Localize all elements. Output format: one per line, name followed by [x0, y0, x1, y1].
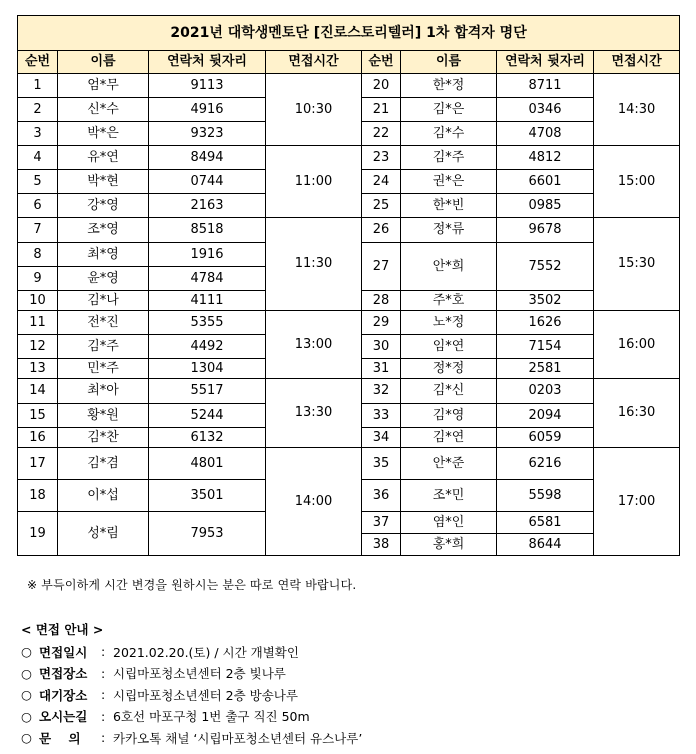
cell-name: 한*정	[401, 74, 497, 98]
page-title: 2021년 대학생멘토단 [진로스토리텔러] 1차 합격자 명단	[18, 16, 680, 51]
interview-time-cell: 13:30	[266, 379, 362, 448]
cell-name: 김*은	[401, 98, 497, 122]
cell-name: 이*섭	[58, 480, 149, 512]
guide-item-value: 시립마포청소년센터 2층 방송나루	[113, 687, 298, 703]
cell-name: 김*주	[401, 146, 497, 170]
cell-no: 6	[18, 194, 58, 218]
cell-phone: 1916	[149, 243, 266, 267]
cell-no: 36	[362, 480, 401, 512]
guide-item	[21, 727, 362, 749]
cell-name: 권*은	[401, 170, 497, 194]
cell-name: 안*준	[401, 448, 497, 480]
guide-item-label: 면접일시	[39, 644, 88, 660]
circle-bullet-icon: ○	[21, 665, 32, 681]
cell-no: 19	[18, 512, 58, 556]
cell-phone: 4708	[497, 122, 594, 146]
interview-time-cell: 15:30	[594, 218, 680, 311]
cell-name: 김*찬	[58, 428, 149, 448]
table-row	[18, 146, 680, 170]
interview-time-cell: 14:00	[266, 448, 362, 556]
roster-sheet	[17, 15, 679, 556]
cell-no: 9	[18, 267, 58, 291]
cell-name: 박*현	[58, 170, 149, 194]
cell-no: 10	[18, 291, 58, 311]
cell-no: 1	[18, 74, 58, 98]
interview-guide	[21, 620, 362, 749]
cell-phone: 6059	[497, 428, 594, 448]
label-separator: :	[101, 730, 106, 746]
cell-phone: 1304	[149, 359, 266, 379]
cell-no: 25	[362, 194, 401, 218]
cell-no: 23	[362, 146, 401, 170]
col-header-phone: 연락처 뒷자리	[149, 51, 266, 74]
cell-name: 홍*희	[401, 534, 497, 556]
cell-phone: 4916	[149, 98, 266, 122]
cell-no: 29	[362, 311, 401, 335]
cell-no: 4	[18, 146, 58, 170]
cell-phone: 2094	[497, 404, 594, 428]
cell-name: 황*원	[58, 404, 149, 428]
cell-phone: 5355	[149, 311, 266, 335]
cell-name: 김*수	[401, 122, 497, 146]
cell-name: 김*겸	[58, 448, 149, 480]
cell-phone: 4111	[149, 291, 266, 311]
cell-name: 신*수	[58, 98, 149, 122]
cell-phone: 7154	[497, 335, 594, 359]
col-header-no: 순번	[362, 51, 401, 74]
cell-name: 윤*영	[58, 267, 149, 291]
cell-no: 20	[362, 74, 401, 98]
cell-phone: 4801	[149, 448, 266, 480]
table-row	[18, 218, 680, 243]
guide-item	[21, 663, 362, 685]
cell-phone: 4492	[149, 335, 266, 359]
cell-name: 강*영	[58, 194, 149, 218]
cell-phone: 5598	[497, 480, 594, 512]
cell-no: 27	[362, 243, 401, 291]
cell-phone: 5244	[149, 404, 266, 428]
interview-time-cell: 13:00	[266, 311, 362, 379]
cell-no: 22	[362, 122, 401, 146]
guide-item	[21, 706, 362, 728]
guide-item-value: 6호선 마포구청 1번 출구 직진 50m	[113, 709, 310, 725]
guide-item-value: 시립마포청소년센터 2층 빛나루	[113, 666, 286, 682]
cell-phone: 8644	[497, 534, 594, 556]
cell-no: 33	[362, 404, 401, 428]
cell-no: 26	[362, 218, 401, 243]
roster-table	[17, 15, 680, 556]
cell-phone: 6216	[497, 448, 594, 480]
interview-time-cell: 16:00	[594, 311, 680, 379]
cell-phone: 0985	[497, 194, 594, 218]
label-separator: :	[101, 687, 106, 703]
label-separator: :	[101, 665, 106, 681]
cell-name: 정*정	[401, 359, 497, 379]
circle-bullet-icon: ○	[21, 708, 32, 724]
table-row	[18, 311, 680, 335]
table-row	[18, 74, 680, 98]
col-header-phone: 연락처 뒷자리	[497, 51, 594, 74]
interview-time-cell: 16:30	[594, 379, 680, 448]
cell-name: 최*아	[58, 379, 149, 404]
cell-no: 13	[18, 359, 58, 379]
cell-no: 2	[18, 98, 58, 122]
cell-name: 김*연	[401, 428, 497, 448]
circle-bullet-icon: ○	[21, 644, 32, 660]
cell-no: 15	[18, 404, 58, 428]
cell-phone: 0744	[149, 170, 266, 194]
cell-phone: 8711	[497, 74, 594, 98]
guide-item-label: 면접장소	[39, 666, 88, 682]
label-separator: :	[101, 708, 106, 724]
table-row	[18, 379, 680, 404]
col-header-name: 이름	[58, 51, 149, 74]
guide-item-label: 오시는길	[39, 709, 88, 725]
cell-phone: 3502	[497, 291, 594, 311]
cell-phone: 6132	[149, 428, 266, 448]
guide-item-value: 카카오톡 채널 ‘시립마포청소년센터 유스나루’	[113, 730, 363, 746]
cell-no: 16	[18, 428, 58, 448]
cell-no: 14	[18, 379, 58, 404]
cell-no: 31	[362, 359, 401, 379]
circle-bullet-icon: ○	[21, 730, 32, 746]
guide-title: < 면접 안내 >	[21, 622, 104, 637]
cell-name: 전*진	[58, 311, 149, 335]
circle-bullet-icon: ○	[21, 687, 32, 703]
cell-no: 38	[362, 534, 401, 556]
cell-phone: 2163	[149, 194, 266, 218]
cell-name: 안*희	[401, 243, 497, 291]
cell-name: 주*호	[401, 291, 497, 311]
table-row	[18, 448, 680, 480]
cell-no: 35	[362, 448, 401, 480]
cell-no: 5	[18, 170, 58, 194]
guide-list	[21, 641, 362, 749]
cell-name: 박*은	[58, 122, 149, 146]
interview-time-cell: 11:00	[266, 146, 362, 218]
cell-name: 엄*무	[58, 74, 149, 98]
cell-phone: 6581	[497, 512, 594, 534]
guide-item-label: 문 의	[39, 730, 81, 746]
guide-item	[21, 684, 362, 706]
cell-no: 17	[18, 448, 58, 480]
cell-phone: 8518	[149, 218, 266, 243]
cell-no: 8	[18, 243, 58, 267]
cell-name: 유*연	[58, 146, 149, 170]
cell-name: 임*연	[401, 335, 497, 359]
cell-phone: 4784	[149, 267, 266, 291]
cell-no: 18	[18, 480, 58, 512]
cell-no: 28	[362, 291, 401, 311]
col-header-no: 순번	[18, 51, 58, 74]
cell-phone: 4812	[497, 146, 594, 170]
cell-name: 조*민	[401, 480, 497, 512]
roster-body	[18, 74, 680, 556]
guide-item-value: 2021.02.20.(토) / 시간 개별확인	[113, 644, 299, 660]
cell-phone: 9678	[497, 218, 594, 243]
interview-time-cell: 14:30	[594, 74, 680, 146]
cell-phone: 8494	[149, 146, 266, 170]
cell-name: 김*나	[58, 291, 149, 311]
cell-phone: 9323	[149, 122, 266, 146]
schedule-change-note: ※ 부득이하게 시간 변경을 원하시는 분은 따로 연락 바랍니다.	[27, 578, 357, 592]
cell-name: 김*영	[401, 404, 497, 428]
cell-name: 조*영	[58, 218, 149, 243]
label-separator: :	[101, 644, 106, 660]
col-header-name: 이름	[401, 51, 497, 74]
cell-phone: 7953	[149, 512, 266, 556]
interview-time-cell: 11:30	[266, 218, 362, 311]
cell-phone: 5517	[149, 379, 266, 404]
cell-no: 37	[362, 512, 401, 534]
cell-name: 김*신	[401, 379, 497, 404]
interview-time-cell: 10:30	[266, 74, 362, 146]
col-header-time: 면접시간	[266, 51, 362, 74]
col-header-time: 면접시간	[594, 51, 680, 74]
cell-no: 7	[18, 218, 58, 243]
interview-time-cell: 15:00	[594, 146, 680, 218]
cell-name: 정*류	[401, 218, 497, 243]
interview-time-cell: 17:00	[594, 448, 680, 556]
cell-no: 21	[362, 98, 401, 122]
cell-name: 김*주	[58, 335, 149, 359]
guide-item	[21, 641, 362, 663]
cell-phone: 6601	[497, 170, 594, 194]
cell-no: 34	[362, 428, 401, 448]
cell-phone: 2581	[497, 359, 594, 379]
cell-phone: 9113	[149, 74, 266, 98]
guide-item-label: 대기장소	[39, 687, 88, 703]
cell-phone: 7552	[497, 243, 594, 291]
cell-name: 최*영	[58, 243, 149, 267]
cell-no: 30	[362, 335, 401, 359]
cell-phone: 0203	[497, 379, 594, 404]
cell-no: 32	[362, 379, 401, 404]
cell-phone: 0346	[497, 98, 594, 122]
cell-name: 노*정	[401, 311, 497, 335]
cell-no: 24	[362, 170, 401, 194]
cell-name: 한*빈	[401, 194, 497, 218]
cell-no: 12	[18, 335, 58, 359]
cell-phone: 1626	[497, 311, 594, 335]
cell-phone: 3501	[149, 480, 266, 512]
cell-name: 염*인	[401, 512, 497, 534]
cell-no: 3	[18, 122, 58, 146]
cell-name: 성*림	[58, 512, 149, 556]
cell-no: 11	[18, 311, 58, 335]
cell-name: 민*주	[58, 359, 149, 379]
